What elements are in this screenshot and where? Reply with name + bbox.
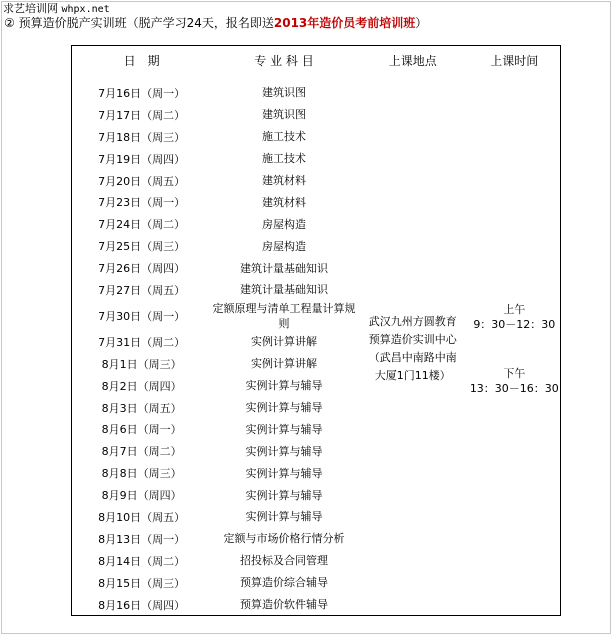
date-cell: 8月8日（周三） xyxy=(101,467,182,481)
date-cell: 7月16日（周一） xyxy=(98,86,186,100)
schedule-rows xyxy=(72,82,561,616)
subject-cell: 实例计算与辅导 xyxy=(245,510,323,524)
date-cell: 8月6日（周一） xyxy=(101,423,182,437)
subject-cell: 房屋构造 xyxy=(262,217,307,231)
date-cell: 7月23日（周一） xyxy=(98,196,186,210)
subject-cell: 实例计算讲解 xyxy=(251,335,318,349)
header-subject: 专 业 科 目 xyxy=(254,53,314,68)
subject-cell: 定额与市场价格行情分析 xyxy=(223,532,345,546)
subject-cell: 实例计算讲解 xyxy=(251,357,318,371)
watermark-site: 求艺培训网 xyxy=(3,2,58,15)
date-cell: 7月17日（周二） xyxy=(98,108,186,122)
subject-cell: 招投标及合同管理 xyxy=(240,554,329,568)
subject-cell: 预算造价综合辅导 xyxy=(240,576,329,590)
heading-highlight: 2013年造价员考前培训班 xyxy=(273,16,416,30)
date-cell: 8月13日（周一） xyxy=(98,532,186,546)
subject-cell: 施工技术 xyxy=(262,152,307,166)
date-cell: 8月9日（周四） xyxy=(101,489,182,503)
header-date: 日 期 xyxy=(123,53,160,68)
subject-cell: 实例计算与辅导 xyxy=(245,422,323,436)
date-cell: 7月31日（周二） xyxy=(98,335,186,349)
header-location: 上课地点 xyxy=(388,53,437,68)
subject-cell: 实例计算与辅导 xyxy=(245,466,323,480)
watermark-url: whpx.net xyxy=(61,4,110,15)
location-line: 大厦1门11楼） xyxy=(374,368,451,382)
schedule-table xyxy=(71,45,561,616)
date-cell: 8月15日（周三） xyxy=(98,576,186,590)
subject-cell: 施工技术 xyxy=(262,130,307,144)
heading-marker: ② xyxy=(4,16,15,30)
watermark xyxy=(3,2,110,16)
location-line: （武昌中南路中南 xyxy=(368,350,457,364)
afternoon-label: 下午 xyxy=(503,366,526,380)
subject-cell: 建筑计量基础知识 xyxy=(240,261,329,275)
date-cell: 7月25日（周三） xyxy=(98,240,186,254)
date-cell: 7月30日（周一） xyxy=(98,309,186,323)
time-cell xyxy=(469,82,561,616)
subject-cell: 实例计算与辅导 xyxy=(245,379,323,393)
heading-close: ） xyxy=(415,16,428,30)
table-header-row xyxy=(72,46,561,83)
date-cell: 8月7日（周二） xyxy=(101,445,182,459)
subject-cell: 实例计算与辅导 xyxy=(245,444,323,458)
date-cell: 8月2日（周四） xyxy=(101,379,182,393)
subject-cell: 房屋构造 xyxy=(262,239,307,253)
header-time: 上课时间 xyxy=(490,53,539,68)
subject-cell: 建筑计量基础知识 xyxy=(240,283,329,297)
subject-cell: 建筑材料 xyxy=(262,195,307,209)
subject-cell: 定额原理与清单工程量计算规则 xyxy=(212,301,356,330)
date-cell: 7月26日（周四） xyxy=(98,262,186,276)
subject-cell: 建筑材料 xyxy=(262,174,307,187)
location-cell xyxy=(357,82,469,616)
date-cell: 8月1日（周三） xyxy=(101,357,182,371)
location-line: 预算造价实训中心 xyxy=(368,332,457,346)
date-cell: 8月14日（周二） xyxy=(98,554,186,568)
date-cell: 7月18日（周三） xyxy=(98,130,186,144)
date-cell: 7月27日（周五） xyxy=(98,283,186,297)
afternoon-hours: 13：30－16：30 xyxy=(469,381,559,395)
date-cell: 8月10日（周五） xyxy=(98,510,186,524)
subject-cell: 实例计算与辅导 xyxy=(245,488,323,502)
subject-cell: 预算造价软件辅导 xyxy=(240,598,329,612)
course-heading xyxy=(4,15,427,31)
morning-hours: 9：30－12：30 xyxy=(473,317,556,331)
location-line: 武汉九州方圆教育 xyxy=(368,314,457,328)
date-cell: 7月24日（周二） xyxy=(98,218,186,232)
heading-text: 预算造价脱产实训班（脱产学习24天，报名即送 xyxy=(18,16,274,30)
date-cell: 7月19日（周四） xyxy=(98,152,186,166)
subject-cell: 建筑识图 xyxy=(262,108,307,122)
morning-label: 上午 xyxy=(503,302,526,316)
subject-cell: 实例计算与辅导 xyxy=(245,401,323,415)
date-cell: 7月20日（周五） xyxy=(98,174,186,188)
date-cell: 8月3日（周五） xyxy=(101,401,182,415)
table-row xyxy=(72,82,561,104)
subject-cell: 建筑识图 xyxy=(262,86,307,100)
date-cell: 8月16日（周四） xyxy=(98,598,186,612)
